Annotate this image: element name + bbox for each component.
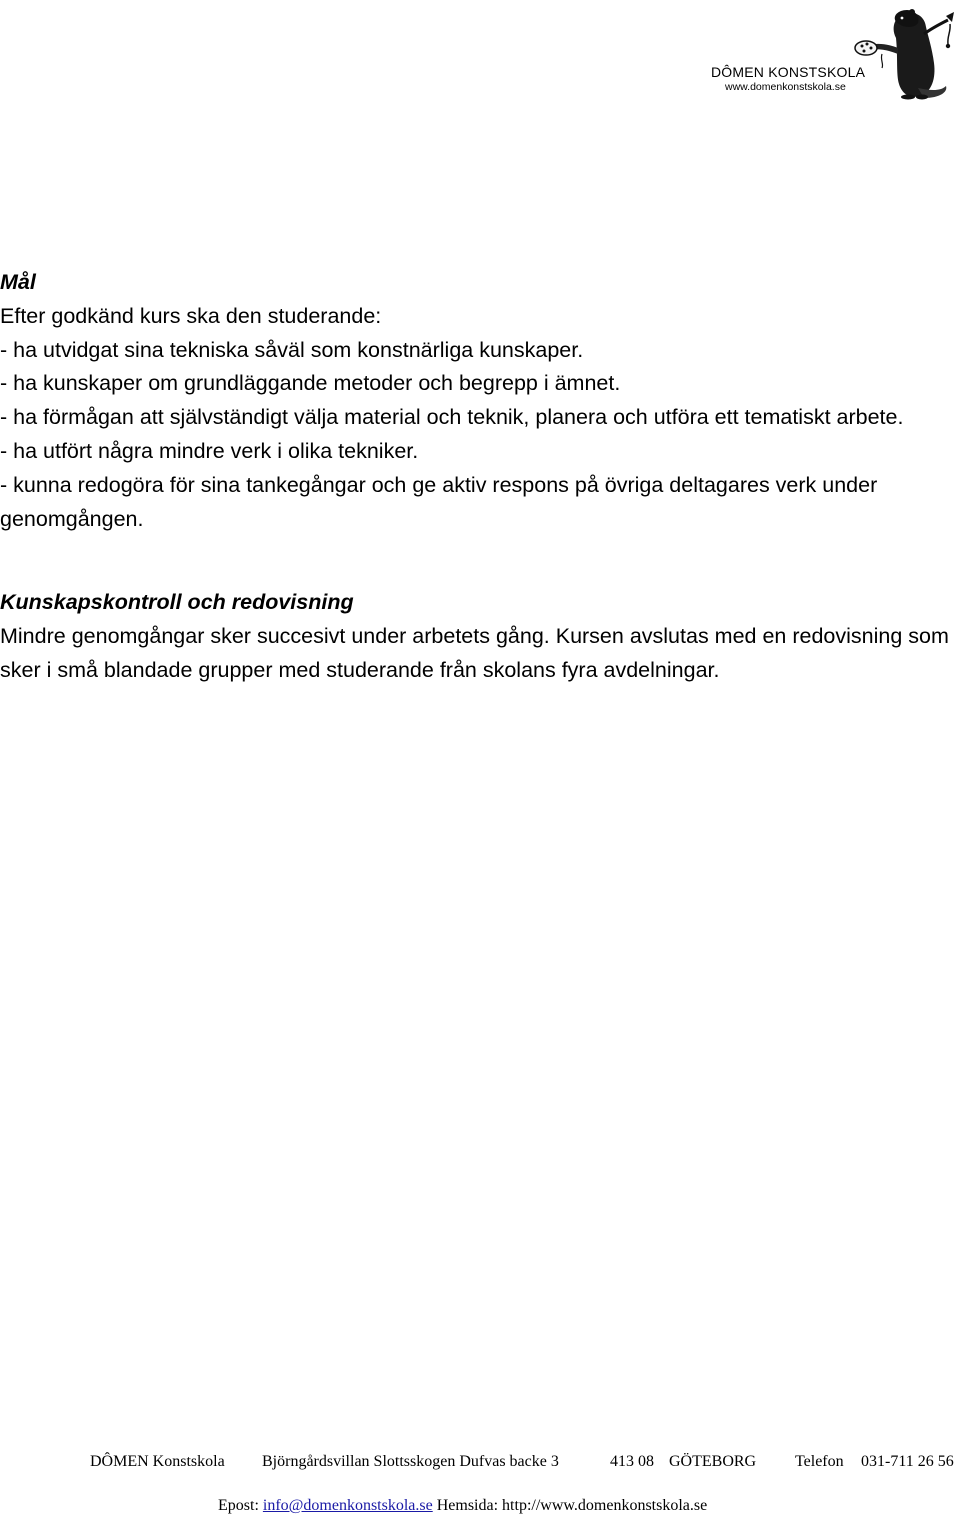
footer-web-line	[218, 1497, 960, 1515]
assessment-heading: Kunskapskontroll och redovisning	[0, 590, 354, 615]
assessment-body: Mindre genomgångar sker succesivt under arbetets gång. Kursen avslutas med en redovisning som sker i små blandade grupper med studerande från skolans fyra avdelningar.	[0, 624, 949, 682]
footer-postcode: 413 08	[610, 1453, 654, 1470]
section-spacer	[0, 536, 960, 586]
footer-city: GÖTEBORG	[669, 1453, 757, 1470]
footer-school: DÔMEN Konstskola	[90, 1453, 225, 1470]
footer-phone: 031-711 26 56	[861, 1453, 954, 1470]
logo-url: www.domenkonstskola.se	[725, 81, 846, 93]
logo-name: DÔMEN KONSTSKOLA	[711, 64, 866, 80]
goals-item: - ha utfört några mindre verk i olika tekniker.	[0, 438, 419, 463]
footer-address: Björngårdsvillan Slottsskogen Dufvas backe 3	[262, 1453, 559, 1470]
goals-heading: Mål	[0, 270, 36, 294]
goals-item: - ha utvidgat sina tekniska såväl som konstnärliga kunskaper.	[0, 337, 584, 362]
goals-intro: Efter godkänd kurs ska den studerande:	[0, 303, 382, 328]
beaver-mascot-icon	[852, 8, 956, 100]
document-body	[0, 266, 960, 688]
footer-email-label: Epost:	[218, 1497, 259, 1514]
header-logo	[706, 8, 956, 98]
footer-web-label: Hemsida:	[436, 1497, 499, 1514]
goals-item: - ha kunskaper om grundläggande metoder och begrepp i ämnet.	[0, 371, 621, 396]
goals-item: - ha förmågan att självständigt välja material och teknik, planera och utföra ett tematiskt arbete.	[0, 405, 904, 430]
goals-item: - kunna redogöra för sina tankegångar och ge aktiv respons på övriga deltagares verk under genomgången.	[0, 472, 878, 531]
footer-phone-label: Telefon	[795, 1453, 844, 1470]
footer-web-link[interactable]: http://www.domenkonstskola.se	[502, 1497, 708, 1514]
footer-email-link[interactable]: info@domenkonstskola.se	[262, 1497, 433, 1514]
